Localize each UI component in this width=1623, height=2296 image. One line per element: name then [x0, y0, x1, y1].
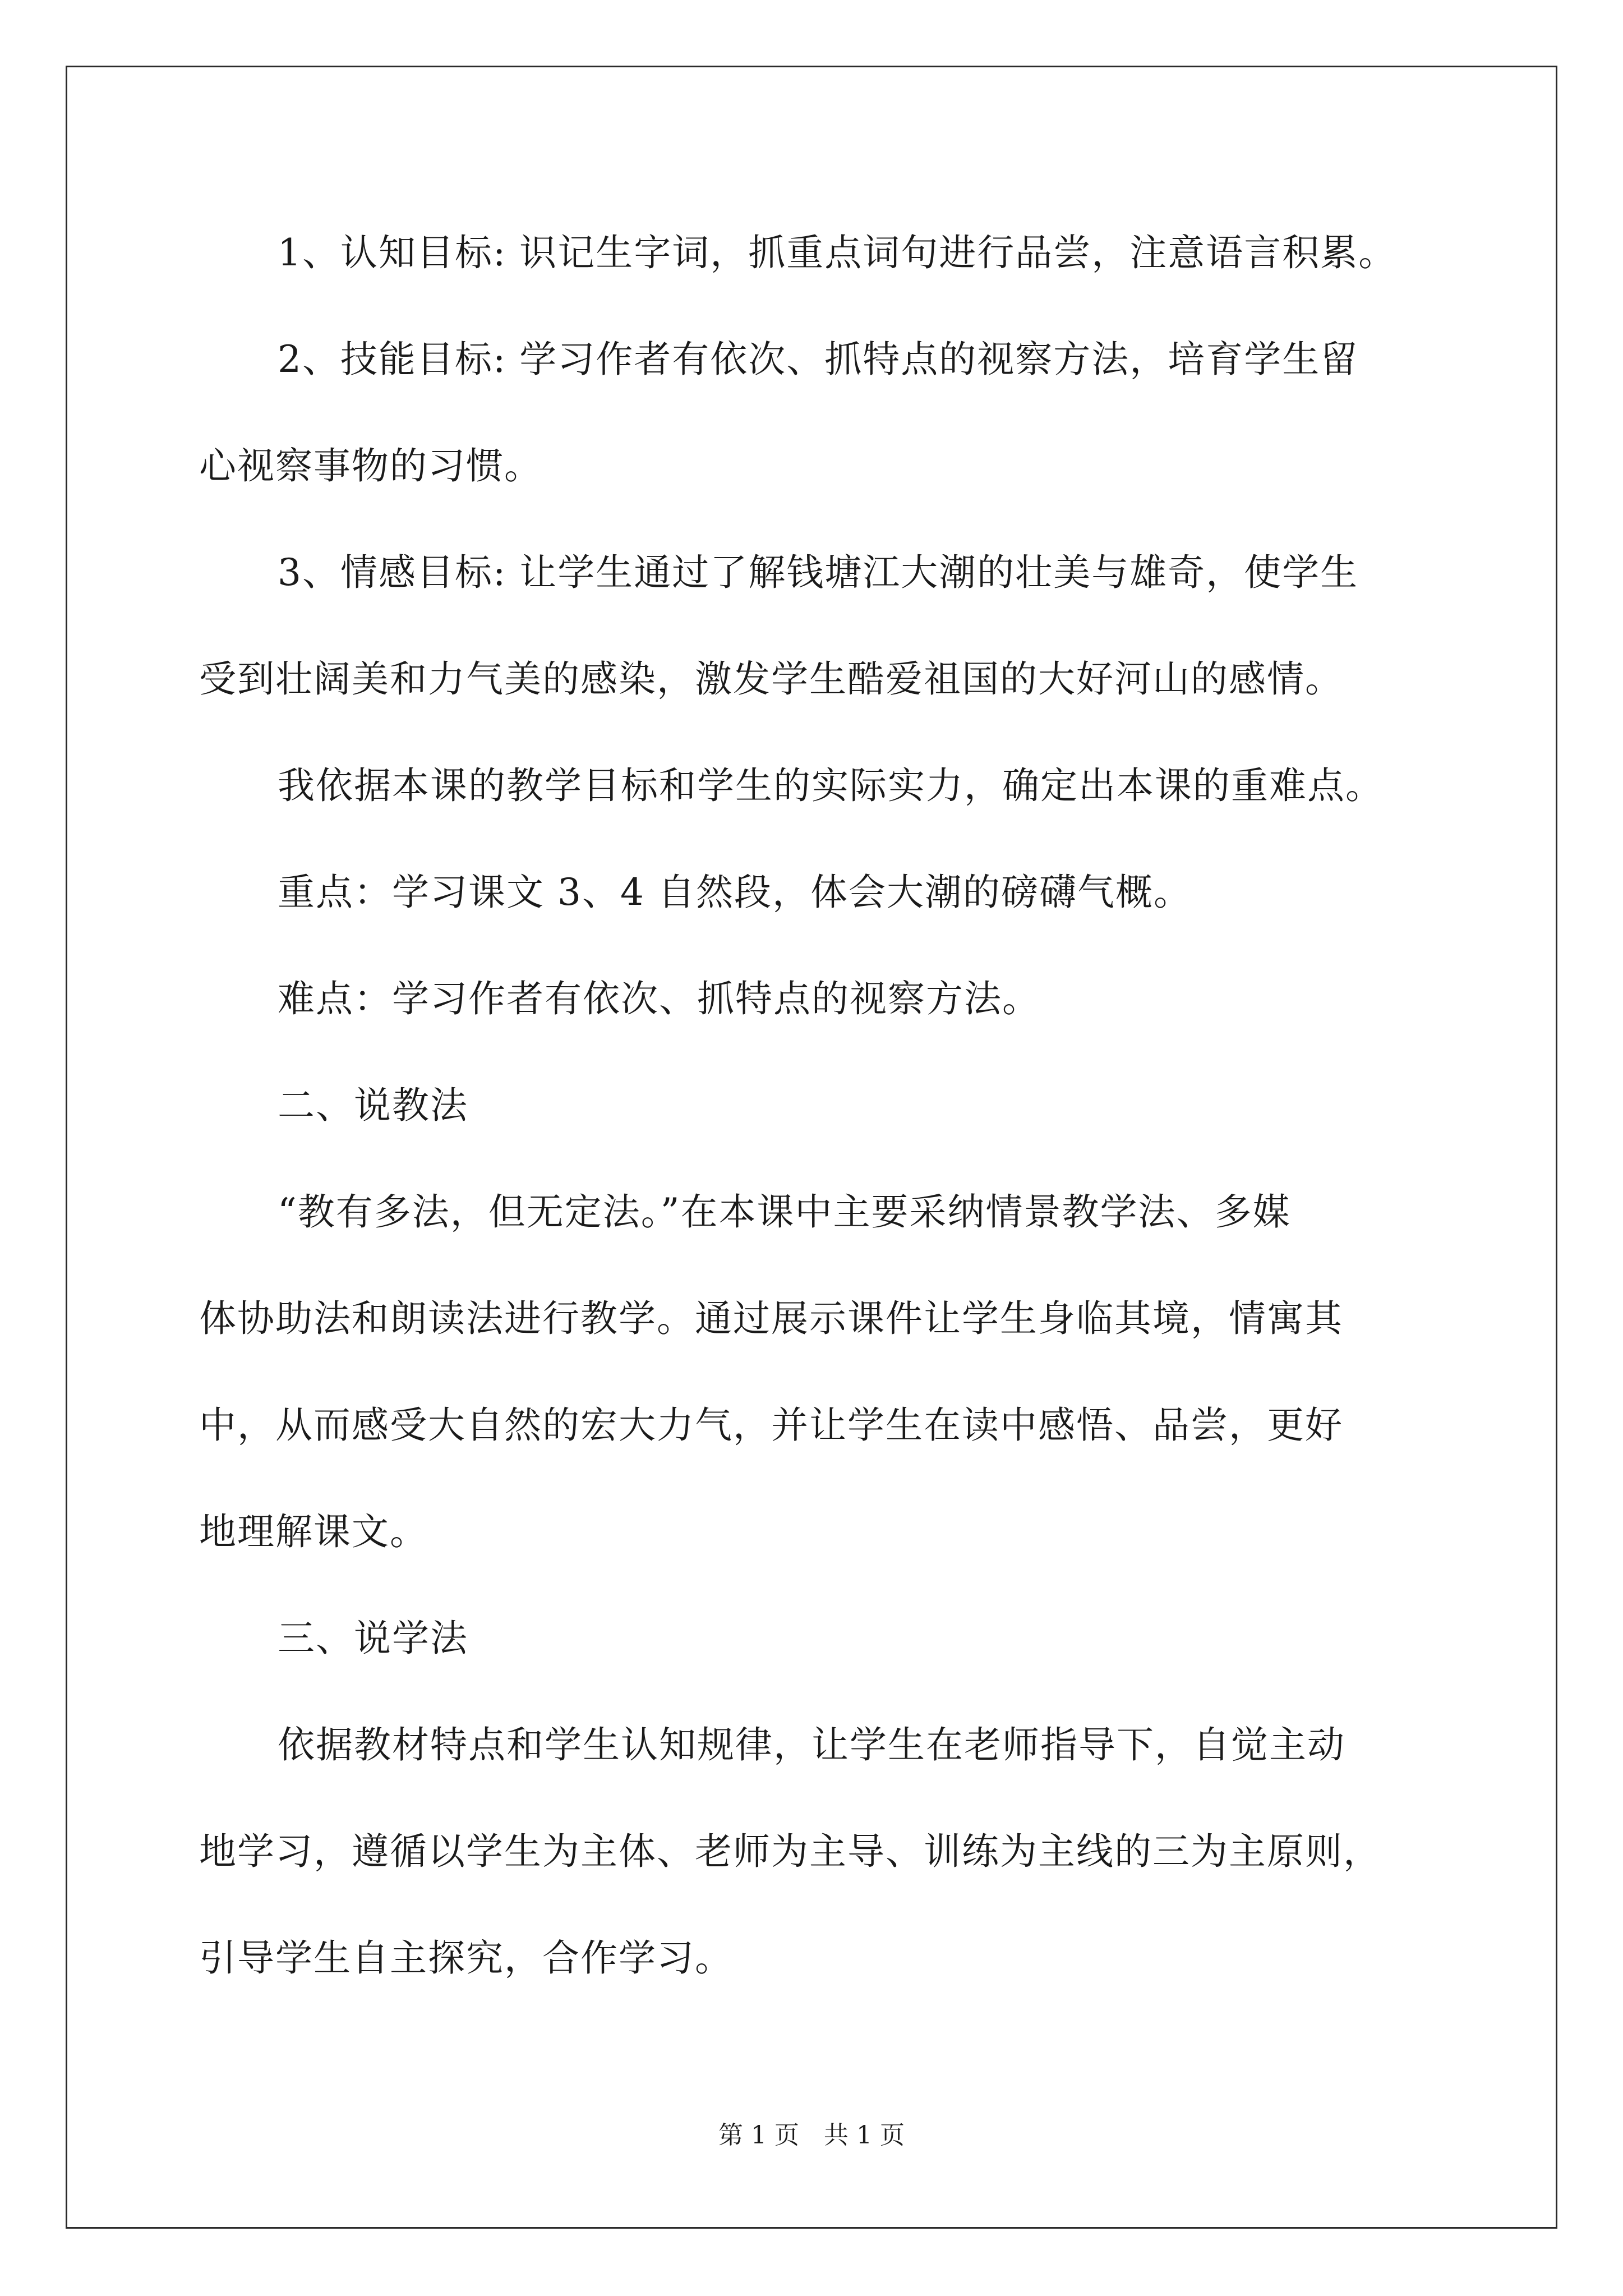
- text-line-1: 1、认知目标: 识记生字词，抓重点词句进行品尝，注意语言积累。: [278, 231, 1397, 274]
- text-line-2: 2、技能目标: 学习作者有依次、抓特点的视察方法，培育学生留: [278, 338, 1359, 381]
- text-line-6: 我依据本课的教学目标和学生的实际实力，确定出本课的重难点。: [278, 764, 1384, 807]
- text-line-13: 地理解课文。: [199, 1510, 428, 1553]
- page-footer: 第 1 页 共 1 页: [718, 2121, 905, 2150]
- section-heading-teaching-method: 二、说教法: [278, 1084, 468, 1127]
- text-line-17: 引导学生自主探究，合作学习。: [199, 1936, 733, 1980]
- document-body: [199, 0, 1489, 2076]
- text-line-5: 受到壮阔美和力气美的感染，激发学生酷爱祖国的大好河山的感情。: [199, 657, 1343, 701]
- text-line-11: 体协助法和朗读法进行教学。通过展示课件让学生身临其境，情寓其: [199, 1297, 1343, 1340]
- text-line-8: 难点：学习作者有依次、抓特点的视察方法。: [278, 977, 1040, 1020]
- text-line-4: 3、情感目标: 让学生通过了解钱塘江大潮的壮美与雄奇，使学生: [278, 551, 1359, 594]
- text-line-10: “教有多法，但无定法。”在本课中主要采纳情景教学法、多媒: [278, 1190, 1291, 1234]
- text-line-12: 中，从而感受大自然的宏大力气，并让学生在读中感悟、品尝，更好: [199, 1404, 1343, 1447]
- text-line-7: 重点：学习课文 3、4 自然段，体会大潮的磅礴气概。: [278, 871, 1192, 914]
- text-line-16: 地学习，遵循以学生为主体、老师为主导、训练为主线的三为主原则，: [199, 1830, 1381, 1873]
- section-heading-learning-method: 三、说学法: [278, 1617, 468, 1660]
- text-line-15: 依据教材特点和学生认知规律，让学生在老师指导下，自觉主动: [278, 1723, 1345, 1766]
- text-line-3: 心视察事物的习惯。: [199, 444, 542, 487]
